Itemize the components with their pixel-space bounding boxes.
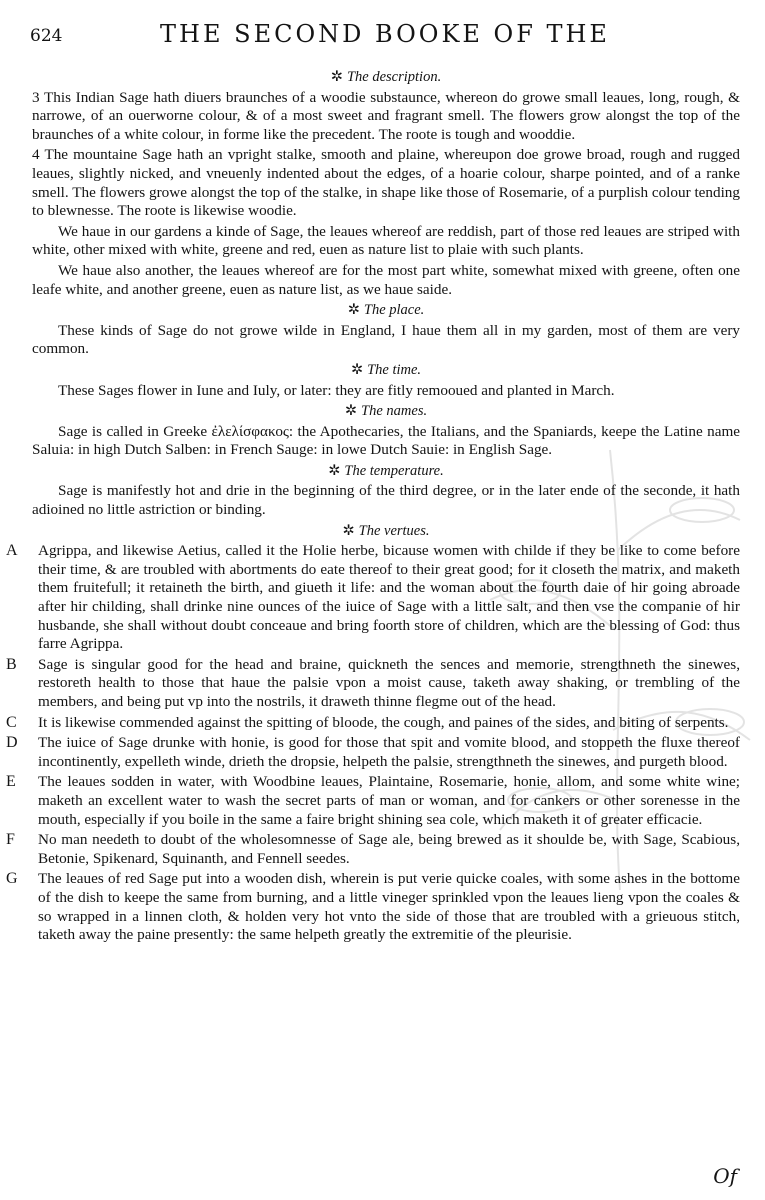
vertue-text: Agrippa, and likewise Aetius, called it the Holie herbe, bicause women with childe if they be like to come before their time, & are troubled with abortments do eate thereof to their great good; for it closeth the matrix, and maketh them fruitefull; it retaineth the birth, and giueth it life: and the woman about the fourth daie of hir going abroade after hir childing, shall drinke nine ounces of the iuice of Sage with a little salt, and then vse the companie of hir husbande, she shall without doubt conceaue and bring foorth store of children, which are the blessing of God: thus farre Agrippa. — [38, 542, 740, 653]
page-body — [6, 66, 740, 947]
vertue-text: The leaues of red Sage put into a wooden dish, wherein is put verie quicke coales, with some ashes in the bottome of the dish to keepe the same from burning, and a little vineger sprinkled vpon the leaues lieng vpon the coales & so wrapped in a linnen cloth, & holden very hot vnto the side of those that are troubled with a grieuous stitch, taketh away the paine presently: the same helpeth greatly the extremitie of the pleurisie. — [38, 870, 740, 944]
paragraph-names: Sage is called in Greeke ἐλελίσφακος: the Apothecaries, the Italians, and the Spaniards, keepe the Latine name Saluia: in high Dutch Salben: in French Sauge: in lowe Dutch Sauie: in English Sage. — [32, 422, 740, 459]
vertue-text: No man needeth to doubt of the wholesomnesse of Sage ale, being brewed as it shoulde be, with Sage, Scabious, Betonie, Spikenard, Squinanth, and Fennell seedes. — [38, 831, 740, 867]
section-heading-vertues: ✲ The vertues. — [342, 522, 430, 539]
section-heading-place: ✲ The place. — [347, 302, 425, 319]
paragraph-white-sage: We haue also another, the leaues whereof are for the most part white, somewhat mixed with greene, often one leafe white, and another greene, euen as nature list, as we haue saide. — [32, 261, 740, 298]
vertue-text: It is likewise commended against the spitting of bloode, the cough, and paines of the sides, and biting of serpents. — [38, 713, 729, 731]
margin-letter: F — [6, 831, 15, 849]
section-heading-time: ✲ The time. — [350, 361, 422, 378]
vertue-a — [6, 542, 740, 654]
vertue-f — [6, 831, 740, 868]
margin-letter: A — [6, 542, 18, 560]
vertue-g — [6, 870, 740, 944]
vertue-d — [6, 734, 740, 771]
vertue-text: The iuice of Sage drunke with honie, is good for those that spit and vomite blood, and stoppeth the fluxe thereof incontinently, expelleth winde, drieth the dropsie, helpeth the palsie, strengthneth the sinewes, and purgeth blood. — [38, 734, 740, 770]
catchword: Of — [713, 1164, 737, 1188]
page-number: 624 — [30, 26, 63, 46]
paragraph-place: These kinds of Sage do not growe wilde in England, I haue them all in my garden, most of them are very common. — [32, 321, 740, 358]
margin-letter: C — [6, 713, 17, 731]
vertue-b — [6, 655, 740, 712]
paragraph-mountaine-sage: 4 The mountaine Sage hath an vpright stalke, smooth and plaine, whereupon doe growe broad, rough and rugged leaues, slightly nicked, and vneuenly indented about the edges, of a hoarie colour, sharpe pointed, and of a ranke smell. The flowers growe alongst the top of the stalke, in shape like those of Rosemarie, of a purplish colour tending to blewnesse. The roote is likewise woodie. — [32, 146, 740, 220]
vertue-c — [6, 713, 740, 733]
margin-letter: G — [6, 870, 18, 888]
section-heading-description: ✲ The description. — [330, 69, 442, 85]
paragraph-garden-sage: We haue in our gardens a kinde of Sage, the leaues whereof are reddish, part of those red leaues are striped with white, other mixed with white, greene and red, euen as nature list to plaie with such plants. — [32, 222, 740, 259]
paragraph-indian-sage: 3 This Indian Sage hath diuers braunches of a woodie substaunce, whereon do growe small leaues, long, rough, & narrowe, of an ouerworne colour, & of a most sweet and fragrant smell. The flowers grow alongst the top of the braunches of a white colour, in forme like the precedent. The roote is tough and wooddie. — [32, 88, 740, 143]
paragraph-temperature: Sage is manifestly hot and drie in the beginning of the third degree, or in the later ende of the seconde, it hath adioined no little astriction or binding. — [32, 482, 740, 519]
vertue-e — [6, 773, 740, 829]
margin-letter: E — [6, 773, 16, 791]
section-heading-temperature: ✲ The temperature. — [328, 462, 444, 479]
running-title: THE SECOND BOOKE OF THE — [160, 20, 610, 48]
vertue-text: Sage is singular good for the head and braine, quickneth the sences and memorie, strengthneth the sinewes, restoreth health to those that haue the palsie vpon a moist cause, taketh away shaking, or trembling of the members, and being put vp into the nostrils, it draweth thinne flegme out of the head. — [38, 655, 740, 710]
paragraph-time: These Sages flower in Iune and Iuly, or later: they are fitly remooued and planted in March. — [58, 381, 615, 399]
page-header — [30, 20, 740, 50]
vertue-text: The leaues sodden in water, with Woodbine leaues, Plaintaine, Rosemarie, honie, allom, and some white wine; maketh an excellent water to wash the secret parts of man or woman, and for cankers or other sorenesse in the mouth, especially if you boile in the same a faire bright shining sea cole, which maketh it of greater efficacie. — [38, 773, 740, 828]
margin-letter: B — [6, 655, 17, 673]
margin-letter: D — [6, 734, 18, 752]
section-heading-names: ✲ The names. — [344, 403, 428, 420]
